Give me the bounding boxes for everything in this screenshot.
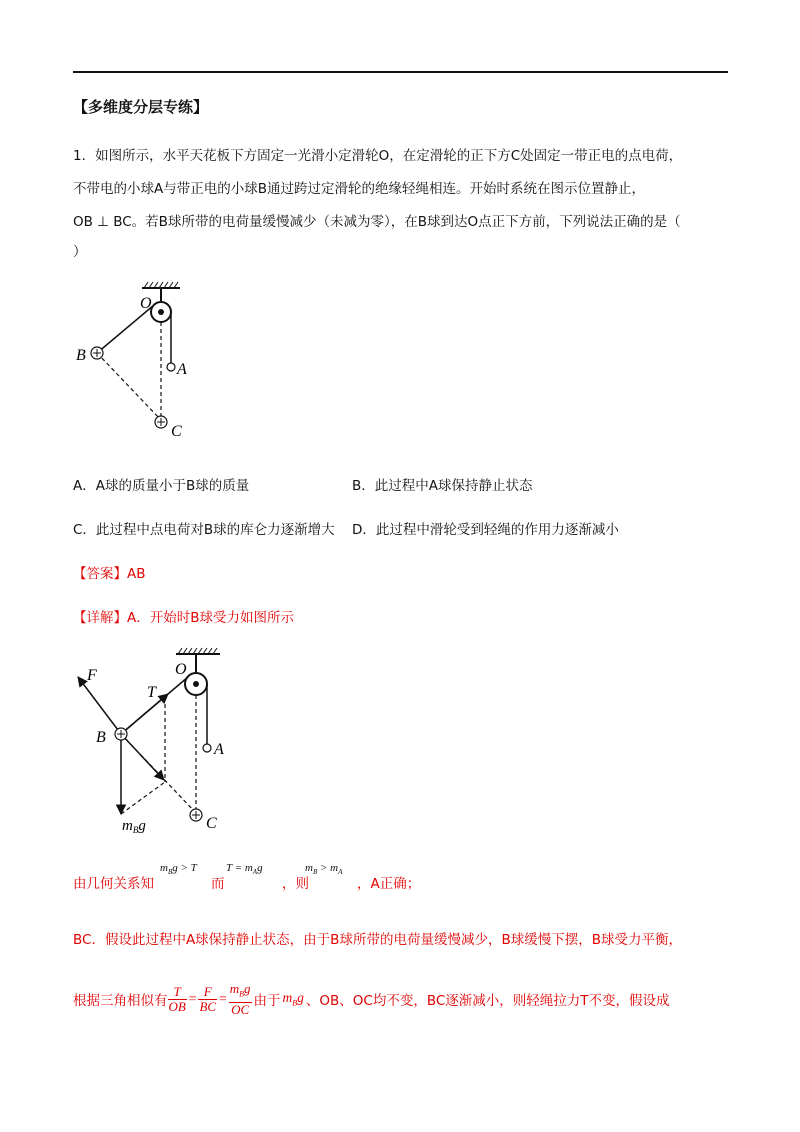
detail-label: 【详解】 [73, 610, 127, 626]
detail-line [73, 606, 294, 626]
label-A: A [177, 361, 187, 378]
last-rest: 、OB、OC均不变，BC逐渐减小，则轻绳拉力T不变，假设成 [305, 993, 670, 1010]
fraction-mBg-OC: $\frac{m_Bg}{OC}$ [229, 981, 251, 1017]
label-mBg: $m_Bg$ [122, 818, 146, 835]
pulley-axle [158, 309, 164, 315]
ball-A [167, 363, 175, 371]
expr-mBg-gt-T: $m_Bg > T$ [160, 862, 197, 877]
answer-line [73, 562, 146, 582]
dash-BC [97, 353, 161, 420]
option-B: B．此过程中A球保持静止状态 [352, 478, 533, 494]
detail-text: A．开始时B球受力如图所示 [127, 610, 294, 626]
expr-T-eq-mAg: $T = m_Ag$ [226, 862, 263, 877]
geometry-and: 而 [211, 876, 225, 892]
expr-mB-gt-mA: $m_B > m_A$ [305, 862, 343, 877]
geometry-suffix: ，A正确； [357, 876, 421, 892]
label-B: B [96, 729, 106, 746]
question-line-2: 不带电的小球A与带正电的小球B通过跨过定滑轮的绝缘轻绳相连。开始时系统在图示位置静止， [73, 181, 645, 197]
label-F: F [87, 667, 97, 684]
last-prefix: 根据三角相似有 [73, 993, 168, 1010]
geometry-prefix: 由几何关系知 [73, 876, 154, 892]
geometry-then: ，则 [282, 876, 309, 892]
rope-OB [97, 305, 154, 353]
label-C: C [171, 423, 182, 440]
fraction-F-BC: $\frac{F}{BC}$ [199, 983, 217, 1014]
label-B: B [76, 347, 86, 364]
force-F-arrow [78, 677, 121, 734]
pulley-axle [193, 681, 199, 687]
last-mbg: $m_Bg$ [282, 990, 304, 1009]
option-D: D．此过程中滑轮受到轻绳的作用力逐渐减小 [352, 522, 619, 538]
label-A: A [214, 741, 224, 758]
similar-triangles-line: 根据三角相似有 $\frac{T}{OB}$ = $\frac{F}{BC}$ = $\frac{m_Bg}{OC}$ 由于 $m_Bg$ 、OB、OC均不变，BC逐渐减小，则轻绳拉力T不变，假设成 [73, 981, 670, 1017]
answer-label: 【答案】 [73, 566, 127, 582]
label-O: O [175, 661, 187, 678]
label-O: O [140, 295, 152, 312]
last-middle: 由于 [253, 993, 281, 1010]
option-C: C．此过程中点电荷对B球的库仑力逐渐增大 [73, 522, 335, 538]
fraction-T-OB: $\frac{T}{OB}$ [168, 983, 186, 1014]
bc-line: BC．假设此过程中A球保持静止状态，由于B球所带的电荷量缓慢减少，B球缓慢下摆，B球受力平衡， [73, 932, 682, 948]
question-line-3: OB ⊥ BC。若B球所带的电荷量缓慢减少（未减为零），在B球到达O点正下方前，下列说法正确的是（ [73, 214, 681, 230]
section-title: 【多维度分层专练】 [73, 98, 209, 116]
dash-mg-close [121, 782, 165, 814]
resultant-arrow [121, 734, 164, 780]
option-A: A．A球的质量小于B球的质量 [73, 478, 250, 494]
top-rule [73, 71, 728, 73]
figure-2 [70, 644, 240, 839]
label-C: C [206, 815, 217, 832]
answer-value: AB [127, 566, 146, 582]
label-T: T [147, 684, 156, 701]
figure-1 [70, 278, 210, 448]
question-line-4: ） [73, 244, 87, 260]
question-line-1: 1．如图所示，水平天花板下方固定一光滑小定滑轮O，在定滑轮的正下方C处固定一带正电的点电荷， [73, 148, 683, 164]
geometry-line [73, 872, 154, 892]
tension-arrow [121, 694, 168, 734]
ball-A [203, 744, 211, 752]
